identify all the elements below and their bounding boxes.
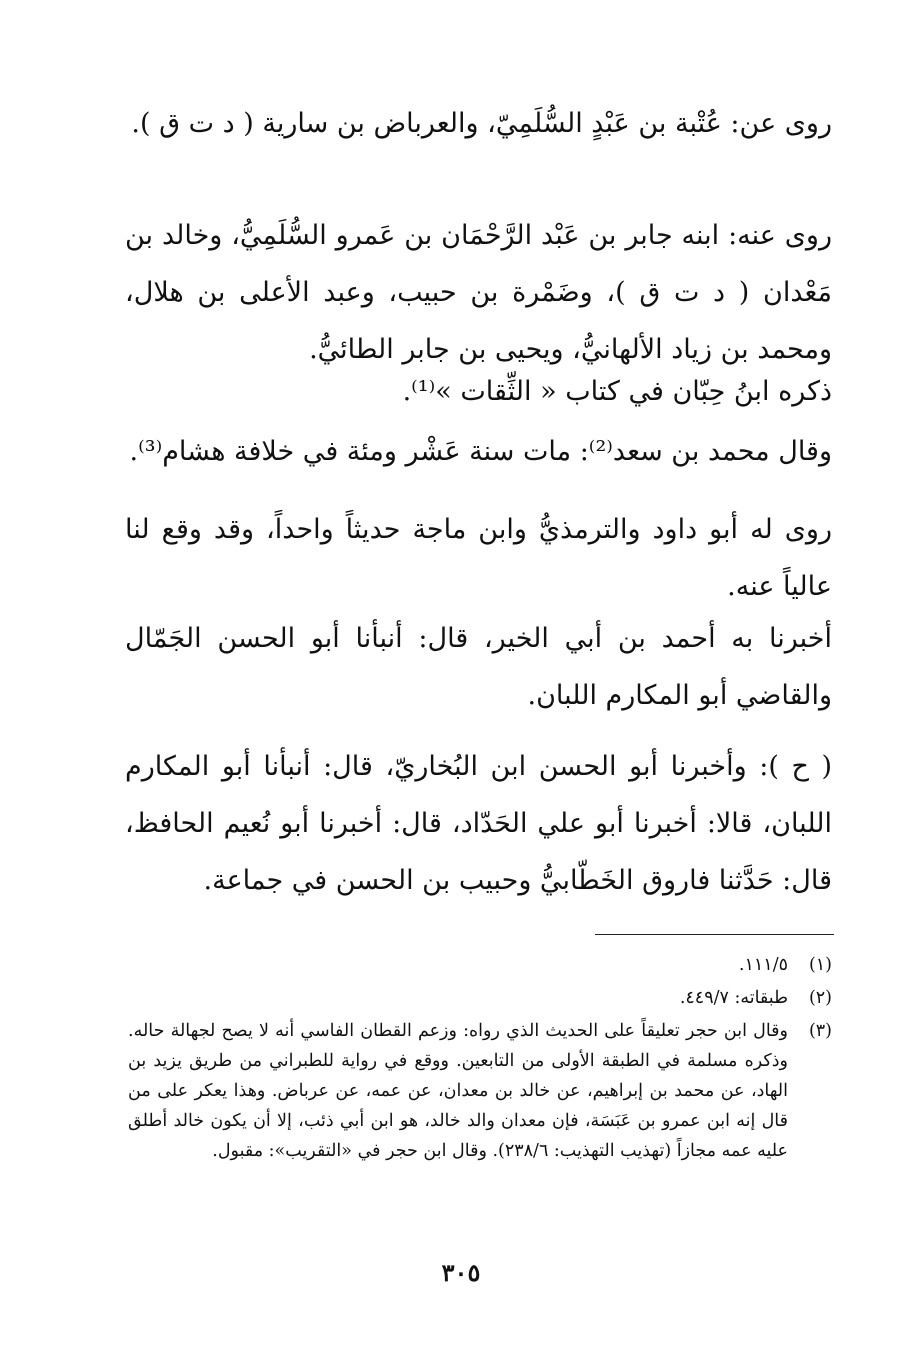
- ibn-hibban-paragraph: ذكره ابنُ حِبّان في كتاب « الثِّقات »⁽¹⁾.: [402, 376, 832, 407]
- footnote-text: وقال ابن حجر تعليقاً على الحديث الذي رواه: وزعم القطان الفاسي أنه لا يصح لجهالة حاله. وذكره مسلمة في الطبقة الأولى من التابعين. ووقع في رواية للطبراني من طريق يزيد بن الهاد، عن محمد بن إبراهيم، عن خالد بن معدان، عن عمه، عن عرباض. وهذا يعكر على من قال إنه ابن عمرو بن عَبَسَة، فإن معدان والد خالد، هو ابن أبي ذئب، إلا أن يكون خالد أطلق عليه عمه مجازاً (تهذيب التهذيب: ٢٣٨/٦). وقال ابن حجر في «التقريب»: مقبول.: [128, 1021, 788, 1161]
- footnote-number: (١): [808, 955, 832, 975]
- footnote-1: [128, 950, 832, 980]
- narrated-by-paragraph: روى عنه: ابنه جابر بن عَبْد الرَّحْمَان بن عَمرو السُّلَمِيُّ، وخالد بن مَعْدان ( د ت ق )، وضَمْرة بن حبيب، وعبد الأعلى بن هلال، ومحمد بن زياد الألهانيُّ، ويحيى بن جابر الطائيُّ.: [125, 220, 832, 365]
- footnote-2: [128, 983, 832, 1013]
- footnote-number: (٣): [808, 1021, 832, 1041]
- narrators-paragraph: روى له أبو داود والترمذيُّ وابن ماجة حديثاً واحداً، وقد وقع لنا عالياً عنه.: [125, 514, 832, 602]
- footnote-number: (٢): [808, 988, 832, 1008]
- footnote-text: طبقاته: ٤٤٩/٧.: [679, 988, 788, 1008]
- narrated-from-paragraph: روى عن: عُتْبة بن عَبْدٍ السُّلَمِيّ، والعرباض بن سارية ( د ت ق ).: [131, 108, 832, 139]
- chain-paragraph: أخبرنا به أحمد بن أبي الخير، قال: أنبأنا أبو الحسن الجَمّال والقاضي أبو المكارم اللبان.: [125, 623, 832, 711]
- second-chain-paragraph: ( ح ): وأخبرنا أبو الحسن ابن البُخاريّ، قال: أنبأنا أبو المكارم اللبان، قالا: أخبرنا أبو علي الحَدّاد، قال: أخبرنا أبو نُعيم الحافظ، قال: حَدَّثنا فاروق الخَطّابيُّ وحبيب بن الحسن في جماعة.: [125, 751, 832, 896]
- footnote-divider: [595, 934, 834, 935]
- page-number: ٣٠٥: [441, 1258, 481, 1287]
- footnote-3: [128, 1016, 832, 1166]
- footnote-text: ١١١/٥.: [738, 955, 788, 975]
- ibn-saad-paragraph: وقال محمد بن سعد⁽²⁾: مات سنة عَشْر ومئة في خلافة هشام⁽³⁾.: [129, 436, 832, 467]
